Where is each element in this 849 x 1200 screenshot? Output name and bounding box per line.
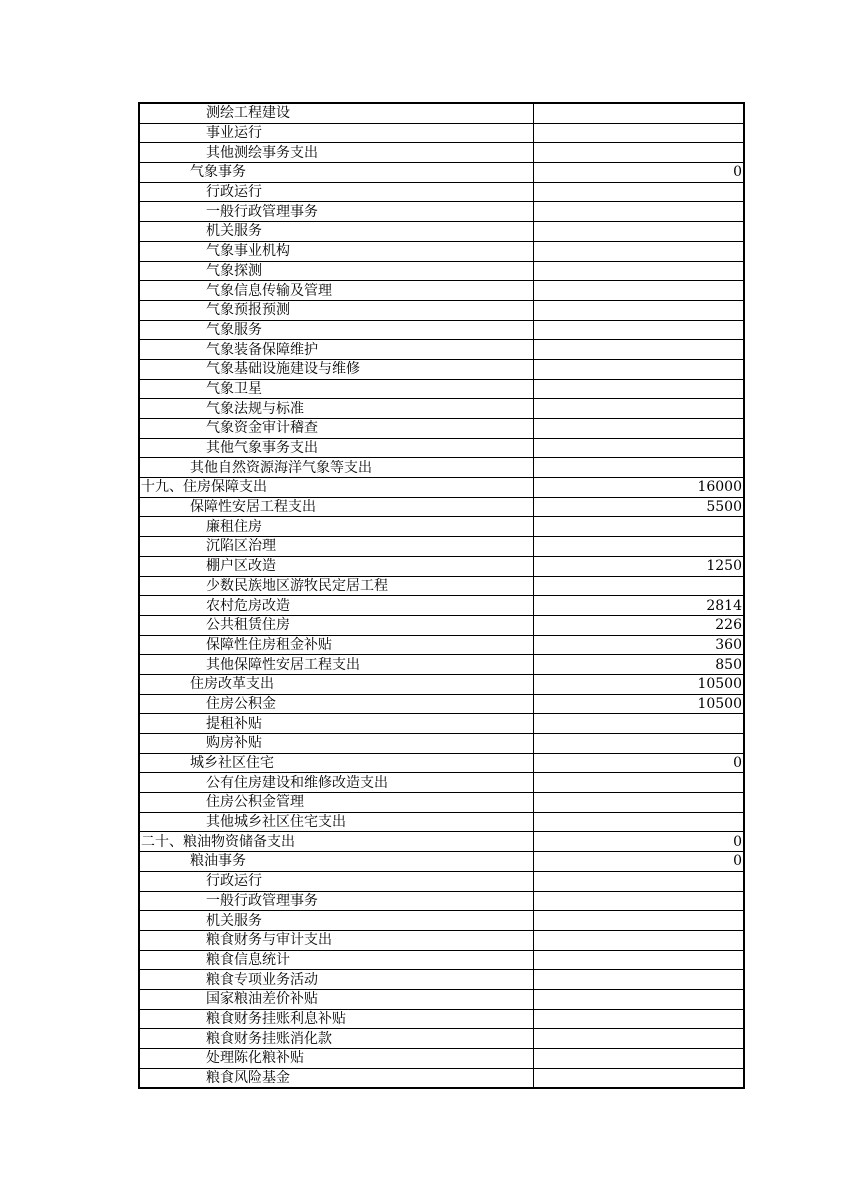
item-name-cell[interactable]: 机关服务 [139, 222, 533, 242]
item-name-cell[interactable]: 购房补贴 [139, 734, 533, 754]
amount-cell[interactable] [533, 281, 744, 301]
item-name-cell[interactable]: 粮食财务挂账消化款 [139, 1029, 533, 1049]
amount-cell[interactable] [533, 970, 744, 990]
amount-cell[interactable] [533, 458, 744, 478]
amount-cell[interactable]: 10500 [533, 694, 744, 714]
item-name-cell[interactable]: 气象事务 [139, 163, 533, 183]
table-row [139, 615, 744, 635]
item-name-cell[interactable]: 二十、粮油物资储备支出 [139, 832, 533, 852]
item-name-cell[interactable]: 机关服务 [139, 911, 533, 931]
item-name-cell[interactable]: 行政运行 [139, 871, 533, 891]
item-name-cell[interactable]: 国家粮油差价补贴 [139, 989, 533, 1009]
item-name-cell[interactable]: 测绘工程建设 [139, 103, 533, 123]
table-row [139, 556, 744, 576]
item-name-cell[interactable]: 其他测绘事务支出 [139, 143, 533, 163]
table-row [139, 1009, 744, 1029]
amount-cell[interactable] [533, 1049, 744, 1069]
item-name-cell[interactable]: 气象信息传输及管理 [139, 281, 533, 301]
table-row [139, 970, 744, 990]
table-row [139, 911, 744, 931]
table-row [139, 399, 744, 419]
amount-cell[interactable] [533, 1068, 744, 1088]
item-name-cell[interactable]: 提租补贴 [139, 714, 533, 734]
item-name-cell[interactable]: 粮食财务挂账利息补贴 [139, 1009, 533, 1029]
table-row [139, 891, 744, 911]
table-row [139, 241, 744, 261]
amount-cell[interactable] [533, 261, 744, 281]
table-row [139, 517, 744, 537]
amount-cell[interactable]: 360 [533, 635, 744, 655]
table-row [139, 950, 744, 970]
table-row [139, 793, 744, 813]
table-row [139, 852, 744, 872]
amount-cell[interactable] [533, 419, 744, 439]
table-row [139, 300, 744, 320]
item-name-cell[interactable]: 其他城乡社区住宅支出 [139, 812, 533, 832]
table-row [139, 576, 744, 596]
item-name-cell[interactable]: 粮食信息统计 [139, 950, 533, 970]
table-row [139, 871, 744, 891]
amount-cell[interactable] [533, 340, 744, 360]
amount-cell[interactable] [533, 222, 744, 242]
table-row [139, 674, 744, 694]
amount-cell[interactable] [533, 871, 744, 891]
table-row [139, 478, 744, 498]
table-row [139, 497, 744, 517]
item-name-cell[interactable]: 气象基础设施建设与维修 [139, 359, 533, 379]
table-row [139, 359, 744, 379]
amount-cell[interactable] [533, 123, 744, 143]
item-name-cell[interactable]: 其他自然资源海洋气象等支出 [139, 458, 533, 478]
amount-cell[interactable] [533, 399, 744, 419]
table-row [139, 714, 744, 734]
amount-cell[interactable]: 0 [533, 852, 744, 872]
item-name-cell[interactable]: 粮食财务与审计支出 [139, 930, 533, 950]
amount-cell[interactable] [533, 379, 744, 399]
amount-cell[interactable] [533, 438, 744, 458]
budget-table-body [139, 103, 744, 1088]
item-name-cell[interactable]: 沉陷区治理 [139, 537, 533, 557]
amount-cell[interactable] [533, 300, 744, 320]
amount-cell[interactable] [533, 1029, 744, 1049]
amount-cell[interactable]: 850 [533, 655, 744, 675]
item-name-cell[interactable]: 气象资金审计稽查 [139, 419, 533, 439]
table-row [139, 832, 744, 852]
table-row [139, 734, 744, 754]
table-row [139, 163, 744, 183]
amount-cell[interactable]: 5500 [533, 497, 744, 517]
table-row [139, 182, 744, 202]
item-name-cell[interactable]: 行政运行 [139, 182, 533, 202]
item-name-cell[interactable]: 其他气象事务支出 [139, 438, 533, 458]
table-row [139, 222, 744, 242]
amount-cell[interactable] [533, 911, 744, 931]
item-name-cell[interactable]: 少数民族地区游牧民定居工程 [139, 576, 533, 596]
amount-cell[interactable] [533, 1009, 744, 1029]
item-name-cell[interactable]: 十九、住房保障支出 [139, 478, 533, 498]
item-name-cell[interactable]: 气象事业机构 [139, 241, 533, 261]
table-row [139, 812, 744, 832]
item-name-cell[interactable]: 一般行政管理事务 [139, 891, 533, 911]
table-row [139, 458, 744, 478]
table-row [139, 596, 744, 616]
table-row [139, 281, 744, 301]
amount-cell[interactable] [533, 202, 744, 222]
table-row [139, 143, 744, 163]
amount-cell[interactable]: 10500 [533, 674, 744, 694]
item-name-cell[interactable]: 气象服务 [139, 320, 533, 340]
amount-cell[interactable]: 2814 [533, 596, 744, 616]
item-name-cell[interactable]: 粮食专项业务活动 [139, 970, 533, 990]
item-name-cell[interactable]: 气象装备保障维护 [139, 340, 533, 360]
amount-cell[interactable]: 0 [533, 753, 744, 773]
amount-cell[interactable]: 0 [533, 832, 744, 852]
item-name-cell[interactable]: 气象探测 [139, 261, 533, 281]
item-name-cell[interactable]: 保障性住房租金补贴 [139, 635, 533, 655]
item-name-cell[interactable]: 气象卫星 [139, 379, 533, 399]
amount-cell[interactable] [533, 320, 744, 340]
item-name-cell[interactable]: 气象预报预测 [139, 300, 533, 320]
table-row [139, 537, 744, 557]
table-row [139, 694, 744, 714]
table-row [139, 320, 744, 340]
amount-cell[interactable] [533, 773, 744, 793]
item-name-cell[interactable]: 事业运行 [139, 123, 533, 143]
item-name-cell[interactable]: 粮食风险基金 [139, 1068, 533, 1088]
amount-cell[interactable] [533, 359, 744, 379]
item-name-cell[interactable]: 廉租住房 [139, 517, 533, 537]
table-row [139, 655, 744, 675]
table-row [139, 340, 744, 360]
table-row [139, 1049, 744, 1069]
item-name-cell[interactable]: 一般行政管理事务 [139, 202, 533, 222]
amount-cell[interactable] [533, 891, 744, 911]
amount-cell[interactable] [533, 793, 744, 813]
amount-cell[interactable]: 16000 [533, 478, 744, 498]
table-row [139, 438, 744, 458]
amount-cell[interactable] [533, 930, 744, 950]
amount-cell[interactable] [533, 989, 744, 1009]
item-name-cell[interactable]: 住房公积金管理 [139, 793, 533, 813]
item-name-cell[interactable]: 农村危房改造 [139, 596, 533, 616]
item-name-cell[interactable]: 棚户区改造 [139, 556, 533, 576]
item-name-cell[interactable]: 气象法规与标准 [139, 399, 533, 419]
item-name-cell[interactable]: 公有住房建设和维修改造支出 [139, 773, 533, 793]
table-row [139, 635, 744, 655]
table-row [139, 379, 744, 399]
item-name-cell[interactable]: 保障性安居工程支出 [139, 497, 533, 517]
amount-cell[interactable] [533, 714, 744, 734]
amount-cell[interactable] [533, 241, 744, 261]
amount-cell[interactable] [533, 143, 744, 163]
amount-cell[interactable] [533, 576, 744, 596]
amount-cell[interactable] [533, 734, 744, 754]
table-row [139, 1029, 744, 1049]
amount-cell[interactable]: 0 [533, 163, 744, 183]
item-name-cell[interactable]: 粮油事务 [139, 852, 533, 872]
item-name-cell[interactable]: 公共租赁住房 [139, 615, 533, 635]
item-name-cell[interactable]: 处理陈化粮补贴 [139, 1049, 533, 1069]
table-row [139, 930, 744, 950]
amount-cell[interactable]: 1250 [533, 556, 744, 576]
item-name-cell[interactable]: 住房改革支出 [139, 674, 533, 694]
table-row [139, 753, 744, 773]
table-row [139, 202, 744, 222]
amount-cell[interactable] [533, 950, 744, 970]
table-row [139, 773, 744, 793]
amount-cell[interactable] [533, 517, 744, 537]
table-row [139, 123, 744, 143]
amount-cell[interactable]: 226 [533, 615, 744, 635]
amount-cell[interactable] [533, 103, 744, 123]
item-name-cell[interactable]: 城乡社区住宅 [139, 753, 533, 773]
table-row [139, 989, 744, 1009]
amount-cell[interactable] [533, 812, 744, 832]
table-row [139, 419, 744, 439]
amount-cell[interactable] [533, 537, 744, 557]
budget-table [138, 102, 745, 1089]
item-name-cell[interactable]: 住房公积金 [139, 694, 533, 714]
amount-cell[interactable] [533, 182, 744, 202]
table-row [139, 1068, 744, 1088]
item-name-cell[interactable]: 其他保障性安居工程支出 [139, 655, 533, 675]
table-row [139, 261, 744, 281]
table-row [139, 103, 744, 123]
